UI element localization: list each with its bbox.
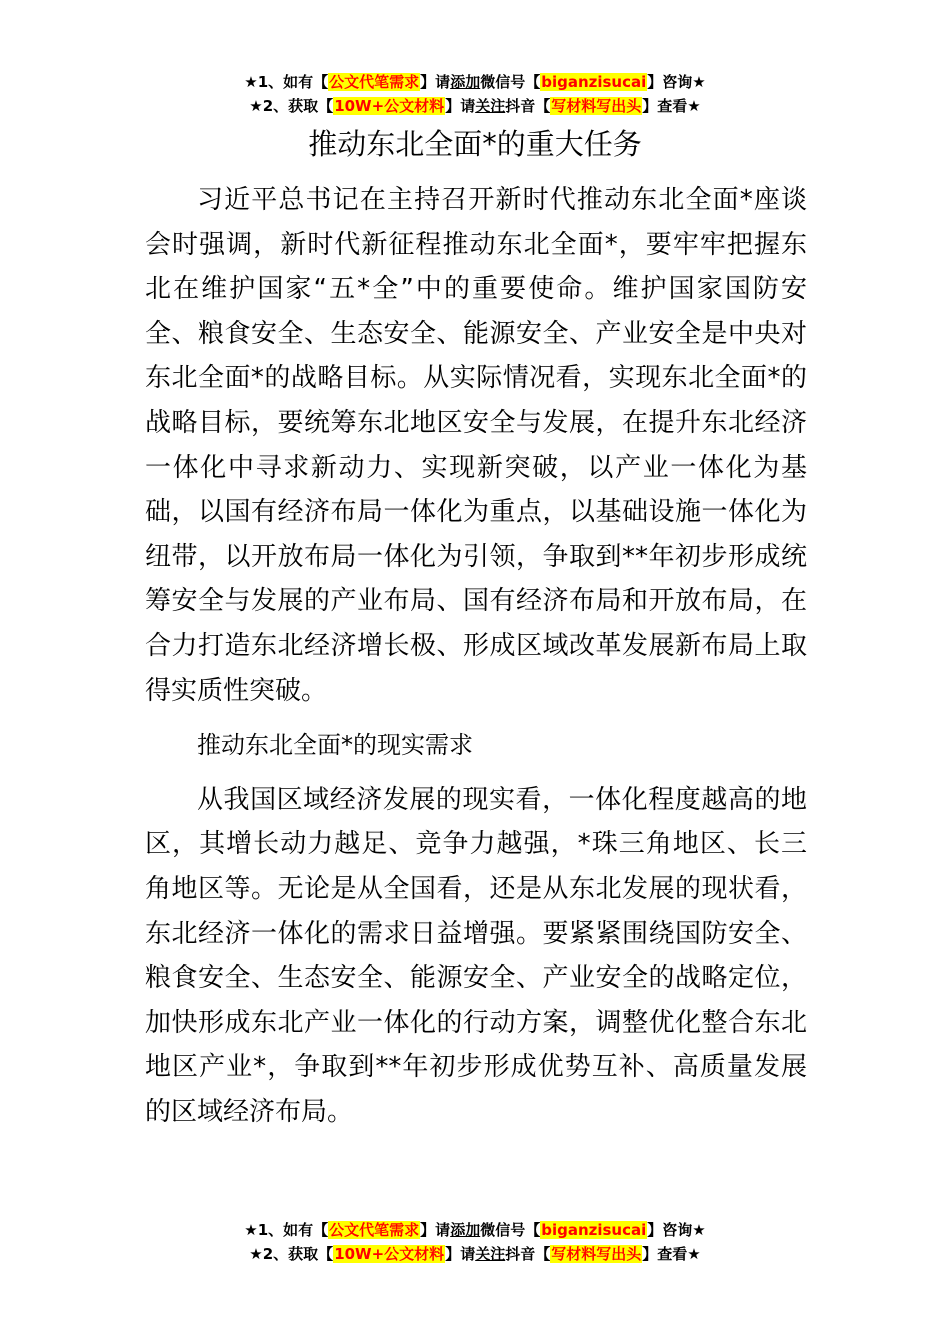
footer-banner-line-2 (0, 1242, 950, 1266)
highlight-douyin-account: 写材料写出头 (551, 97, 642, 115)
banner-text: 】请 (420, 1221, 451, 1239)
banner-text: 】查看★ (642, 97, 701, 115)
banner-text: 抖音【 (505, 1245, 551, 1263)
banner-text: ★1、如有【 (244, 1221, 329, 1239)
banner-text: 微信号【 (480, 1221, 541, 1239)
highlight-ghostwriting-service: 公文代笔需求 (329, 73, 420, 91)
banner-text: 抖音【 (505, 97, 551, 115)
footer-banner (0, 1218, 950, 1266)
banner-text: 】查看★ (642, 1245, 701, 1263)
body-paragraph: 从我国区域经济发展的现实看，一体化程度越高的地区，其增长动力越足、竞争力越强，*珠三角地区、长三角地区等。无论是从全国看，还是从东北发展的现状看，东北经济一体化的需求日益增强。要紧紧围绕国防安全、粮食安全、生态安全、能源安全、产业安全的战略定位，加快形成东北产业一体化的行动方案，调整优化整合东北地区产业*，争取到**年初步形成优势互补、高质量发展的区域经济布局。 (145, 784, 807, 1127)
highlight-wechat-id: biganzisucai (541, 1221, 647, 1239)
banner-text: 微信号【 (480, 73, 541, 91)
banner-text: 】咨询★ (647, 73, 706, 91)
section-subheading: 推动东北全面*的现实需求 (197, 731, 473, 760)
header-banner-line-1 (0, 70, 950, 94)
highlight-douyin-account: 写材料写出头 (551, 1245, 642, 1263)
document-title: 推动东北全面*的重大任务 (308, 127, 642, 161)
footer-banner-line-1 (0, 1218, 950, 1242)
highlight-materials-offer: 10W+公文材料 (334, 1245, 445, 1263)
banner-underlined-text: 添加 (450, 73, 481, 91)
banner-text: 】咨询★ (647, 1221, 706, 1239)
highlight-wechat-id: biganzisucai (541, 73, 647, 91)
highlight-ghostwriting-service: 公文代笔需求 (329, 1221, 420, 1239)
header-banner-line-2 (0, 94, 950, 118)
banner-text: 】请 (420, 73, 451, 91)
body-paragraph: 习近平总书记在主持召开新时代推动东北全面*座谈会时强调，新时代新征程推动东北全面*，要牢牢把握东北在维护国家“五*全”中的重要使命。维护国家国防安全、粮食安全、生态安全、能源安全、产业安全是中央对东北全面*的战略目标。从实际情况看，实现东北全面*的战略目标，要统筹东北地区安全与发展，在提升东北经济一体化中寻求新动力、实现新突破，以产业一体化为基础，以国有经济布局一体化为重点，以基础设施一体化为纽带，以开放布局一体化为引领，争取到**年初步形成统筹安全与发展的产业布局、国有经济布局和开放布局，在合力打造东北经济增长极、形成区域改革发展新布局上取得实质性突破。 (145, 185, 807, 706)
banner-text: ★1、如有【 (244, 73, 329, 91)
banner-underlined-text: 关注 (475, 97, 506, 115)
document-body (145, 178, 807, 1134)
banner-text: 】请 (445, 97, 476, 115)
highlight-materials-offer: 10W+公文材料 (334, 97, 445, 115)
banner-text: 】请 (445, 1245, 476, 1263)
header-banner (0, 70, 950, 118)
banner-text: ★2、获取【 (249, 1245, 334, 1263)
banner-underlined-text: 关注 (475, 1245, 506, 1263)
banner-underlined-text: 添加 (450, 1221, 481, 1239)
banner-text: ★2、获取【 (249, 97, 334, 115)
